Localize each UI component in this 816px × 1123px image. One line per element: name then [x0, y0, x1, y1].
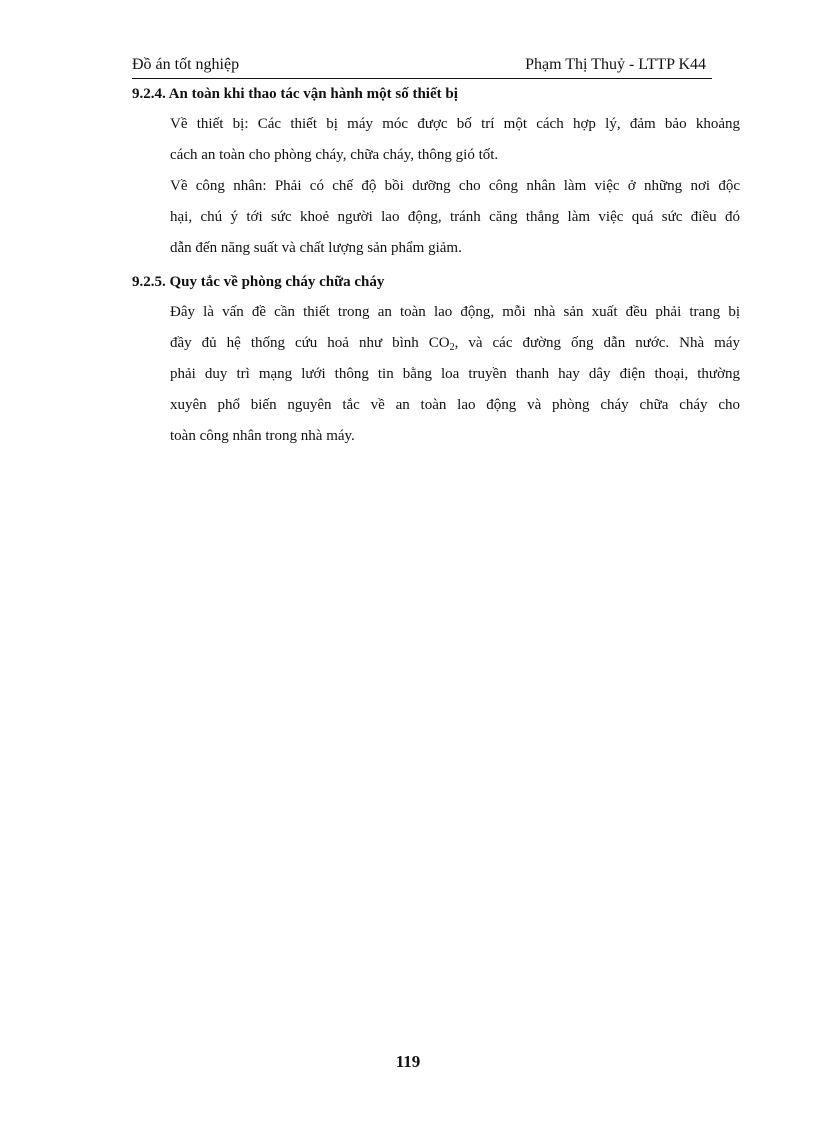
- paragraph-line: Về thiết bị: Các thiết bị máy móc được bố trí một cách hợp lý, đảm bảo khoảng: [170, 116, 740, 132]
- paragraph-line: Đây là vấn đề cần thiết trong an toàn lao động, mỗi nhà sản xuất đều phải trang bị: [170, 304, 740, 320]
- paragraph-line-co2: [170, 328, 740, 359]
- page-number: 119: [395, 1052, 421, 1071]
- paragraph-fire-safety: [170, 297, 740, 452]
- paragraph-line: xuyên phổ biến nguyên tắc về an toàn lao động và phòng cháy chữa cháy cho: [170, 397, 740, 413]
- co2-subscript: 2: [449, 342, 455, 353]
- paragraph-line: cách an toàn cho phòng cháy, chữa cháy, thông gió tốt.: [170, 147, 499, 163]
- section-heading-9-2-4: 9.2.4. An toàn khi thao tác vận hành một số thiết bị: [132, 86, 458, 102]
- page-header: [132, 53, 712, 77]
- paragraph-line: hại, chú ý tới sức khoẻ người lao động, tránh căng thẳng làm việc quá sức điều đó: [170, 209, 740, 225]
- paragraph-line: Về công nhân: Phải có chế độ bồi dưỡng cho công nhân làm việc ở những nơi độc: [170, 178, 740, 194]
- co2-text-before: đầy đủ hệ thống cứu hoả như bình CO: [170, 335, 450, 351]
- paragraph-workers: [170, 171, 740, 264]
- paragraph-line: dẫn đến năng suất và chất lượng sản phẩm giảm.: [170, 240, 462, 256]
- header-divider: [132, 78, 712, 79]
- paragraph-line: toàn công nhân trong nhà máy.: [170, 428, 355, 444]
- header-document-title: Đồ án tốt nghiệp: [132, 56, 240, 73]
- header-author: Phạm Thị Thuỷ - LTTP K44: [525, 56, 706, 73]
- paragraph-line: phải duy trì mạng lưới thông tin bằng loa truyền thanh hay dây điện thoại, thường: [170, 366, 740, 382]
- paragraph-equipment: [170, 109, 740, 171]
- section-heading-9-2-5: 9.2.5. Quy tắc về phòng cháy chữa cháy: [132, 274, 385, 290]
- co2-text-after: , và các đường ống dẫn nước. Nhà máy: [454, 335, 740, 351]
